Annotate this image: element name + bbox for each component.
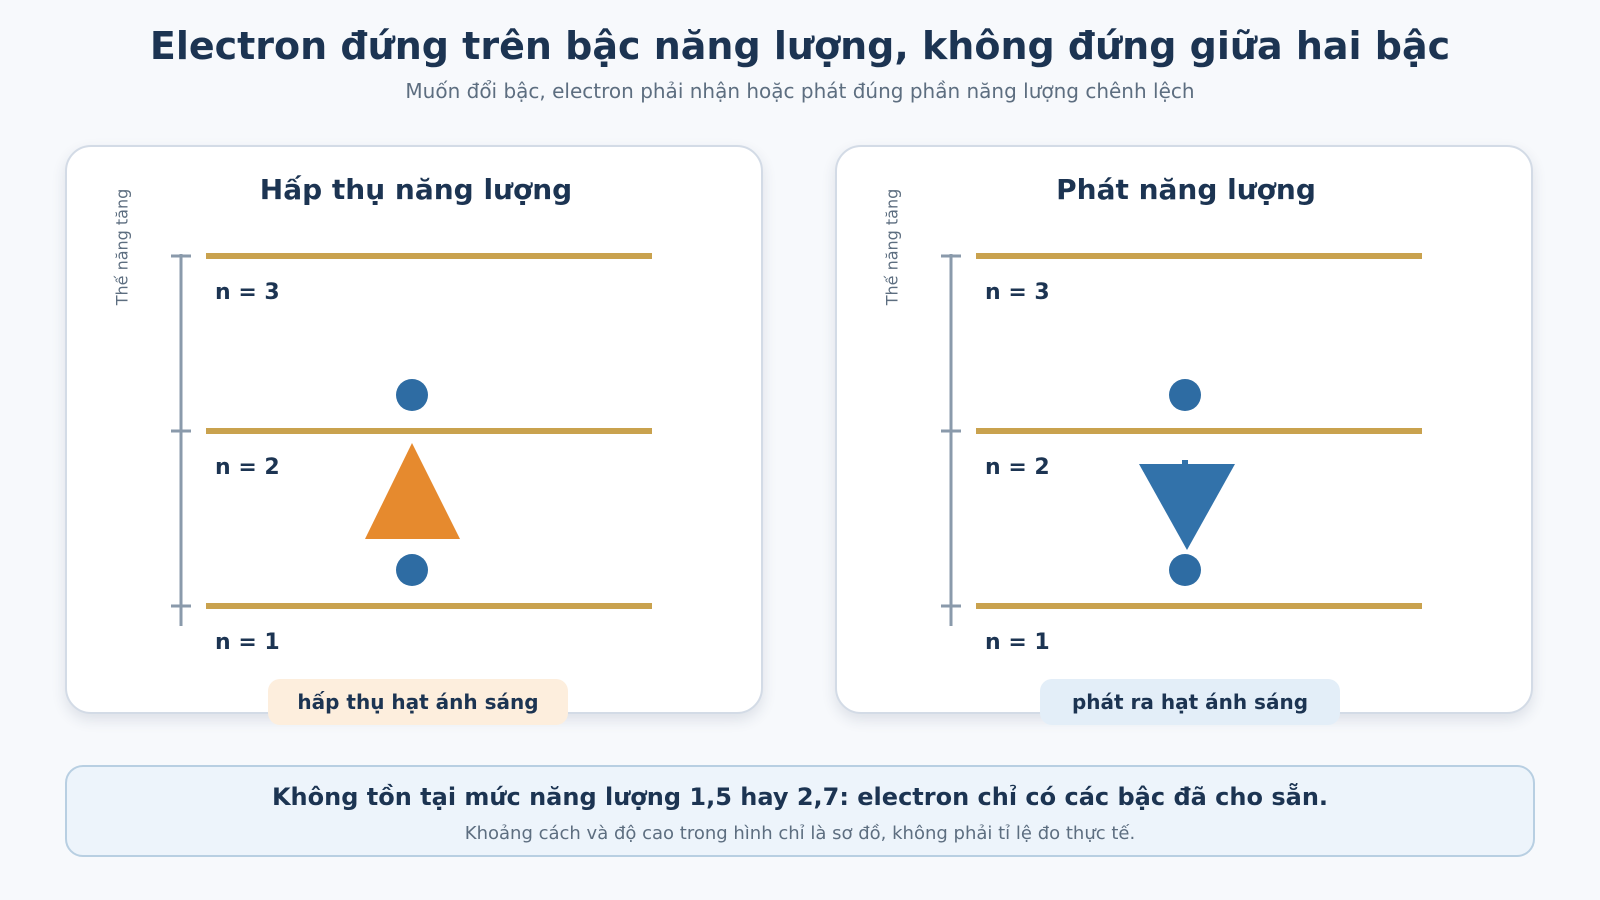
page-title: Electron đứng trên bậc năng lượng, không đứng giữa hai bậc	[149, 24, 1451, 68]
emission-diagram	[837, 147, 1535, 716]
electron-upper	[396, 379, 428, 411]
level-label-n2: n = 2	[985, 455, 1050, 480]
absorption-arrow-up	[365, 443, 460, 539]
absorption-diagram	[67, 147, 765, 716]
note-main-text: Không tồn tại mức năng lượng 1,5 hay 2,7: electron chỉ có các bậc đã cho sẵn.	[271, 783, 1329, 811]
note-sub-text: Khoảng cách và độ cao trong hình chỉ là sơ đồ, không phải tỉ lệ đo thực tế.	[464, 823, 1136, 844]
note-box	[65, 765, 1535, 857]
electron-lower	[396, 554, 428, 586]
absorption-panel: Hấp thụ năng lượng Thế năng tăng n = 3 n = 2 n = 1 hấp thụ hạt ánh sáng	[65, 145, 763, 714]
page-subtitle: Muốn đổi bậc, electron phải nhận hoặc phát đúng phần năng lượng chênh lệch	[405, 79, 1195, 103]
level-label-n3: n = 3	[985, 280, 1050, 305]
emission-arrow-down	[1139, 464, 1235, 550]
electron-upper	[1169, 379, 1201, 411]
level-label-n1: n = 1	[215, 630, 280, 655]
electron-lower	[1169, 554, 1201, 586]
panel-title: Hấp thụ năng lượng	[259, 173, 573, 206]
level-label-n3: n = 3	[215, 280, 280, 305]
level-label-n1: n = 1	[985, 630, 1050, 655]
level-label-n2: n = 2	[215, 455, 280, 480]
emission-panel: Phát năng lượng Thế năng tăng n = 3 n = 2 n = 1 phát ra hạt ánh sáng	[835, 145, 1533, 714]
emission-badge: phát ra hạt ánh sáng	[1040, 679, 1340, 725]
panel-title: Phát năng lượng	[1056, 173, 1316, 206]
absorption-badge: hấp thụ hạt ánh sáng	[268, 679, 568, 725]
